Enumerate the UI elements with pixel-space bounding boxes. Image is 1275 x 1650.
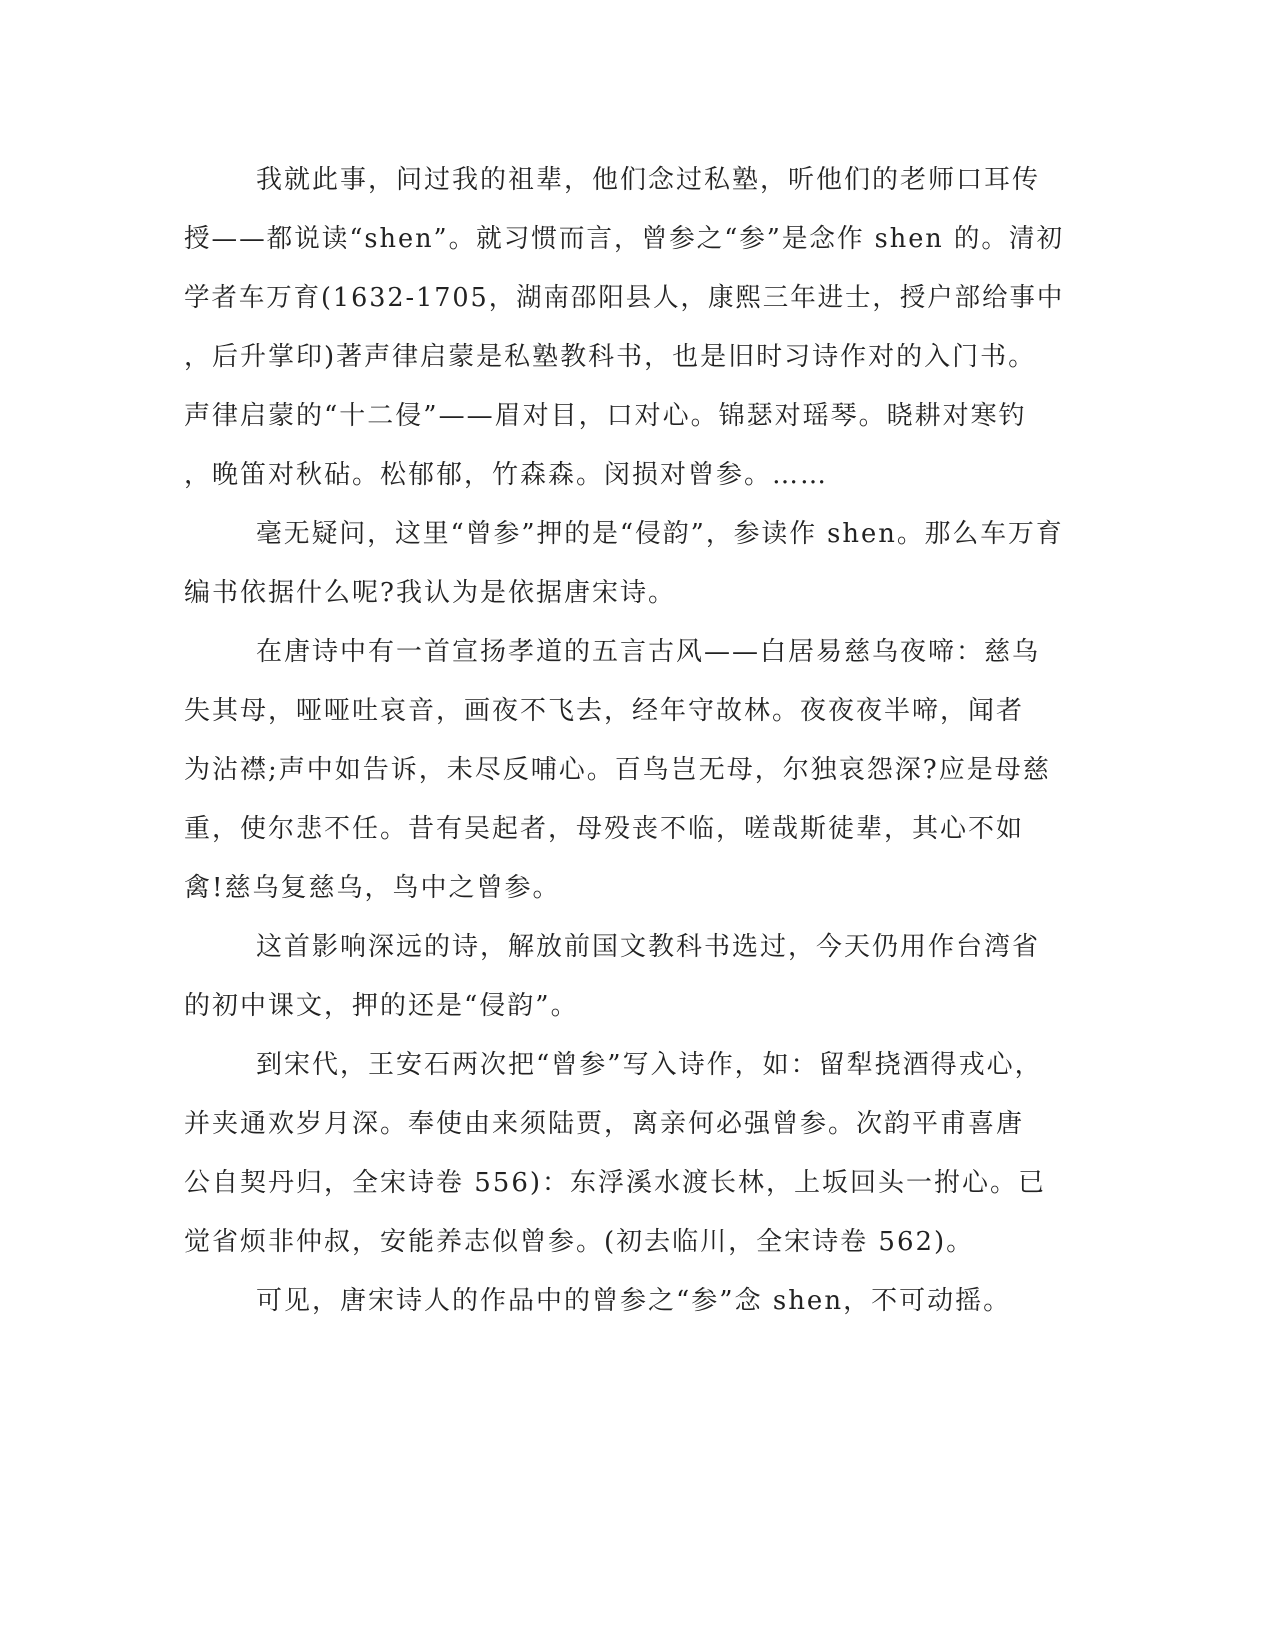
- text-line: 到宋代，王安石两次把“曾参”写入诗作，如：留犁挠酒得戎心，: [256, 1050, 1043, 1080]
- text-line: 公自契丹归，全宋诗卷 556)：东浮溪水渡长林，上坂回头一拊心。已: [184, 1168, 1047, 1198]
- text-line: 可见，唐宋诗人的作品中的曾参之“参”念 shen，不可动摇。: [256, 1286, 1012, 1316]
- text-line: 重，使尔悲不任。昔有吴起者，母殁丧不临，嗟哉斯徒辈，其心不如: [184, 814, 1025, 844]
- text-line: ，后升掌印)著声律启蒙是私塾教科书，也是旧时习诗作对的入门书。: [184, 342, 1037, 372]
- text-line: 为沾襟;声中如告诉，未尽反哺心。百鸟岂无母，尔独哀怨深?应是母慈: [184, 755, 1051, 785]
- text-line: 编书依据什么呢?我认为是依据唐宋诗。: [184, 578, 676, 608]
- text-line: 毫无疑问，这里“曾参”押的是“侵韵”，参读作 shen。那么车万育: [256, 519, 1064, 549]
- text-line: ，晚笛对秋砧。松郁郁，竹森森。闵损对曾参。……: [184, 460, 829, 490]
- text-line: 禽!慈乌复慈乌，鸟中之曾参。: [184, 873, 561, 903]
- text-line: 的初中课文，押的还是“侵韵”。: [184, 991, 579, 1021]
- text-line: 授——都说读“shen”。就习惯而言，曾参之“参”是念作 shen 的。清初: [184, 224, 1065, 254]
- text-line: 并夹通欢岁月深。奉使由来须陆贾，离亲何必强曾参。次韵平甫喜唐: [184, 1109, 1025, 1139]
- text-line: 声律启蒙的“十二侵”——眉对目，口对心。锦瑟对瑶琴。晓耕对寒钓: [184, 401, 1027, 431]
- text-line: 学者车万育(1632-1705，湖南邵阳县人，康熙三年进士，授户部给事中: [184, 283, 1065, 313]
- text-line: 在唐诗中有一首宣扬孝道的五言古风——白居易慈乌夜啼：慈乌: [256, 637, 1041, 667]
- text-line: 觉省烦非仲叔，安能养志似曾参。(初去临川，全宋诗卷 562)。: [184, 1227, 975, 1257]
- text-line: 这首影响深远的诗，解放前国文教科书选过，今天仍用作台湾省: [256, 932, 1041, 962]
- text-line: 失其母，哑哑吐哀音，画夜不飞去，经年守故林。夜夜夜半啼，闻者: [184, 696, 1025, 726]
- text-line: 我就此事，问过我的祖辈，他们念过私塾，听他们的老师口耳传: [256, 165, 1041, 195]
